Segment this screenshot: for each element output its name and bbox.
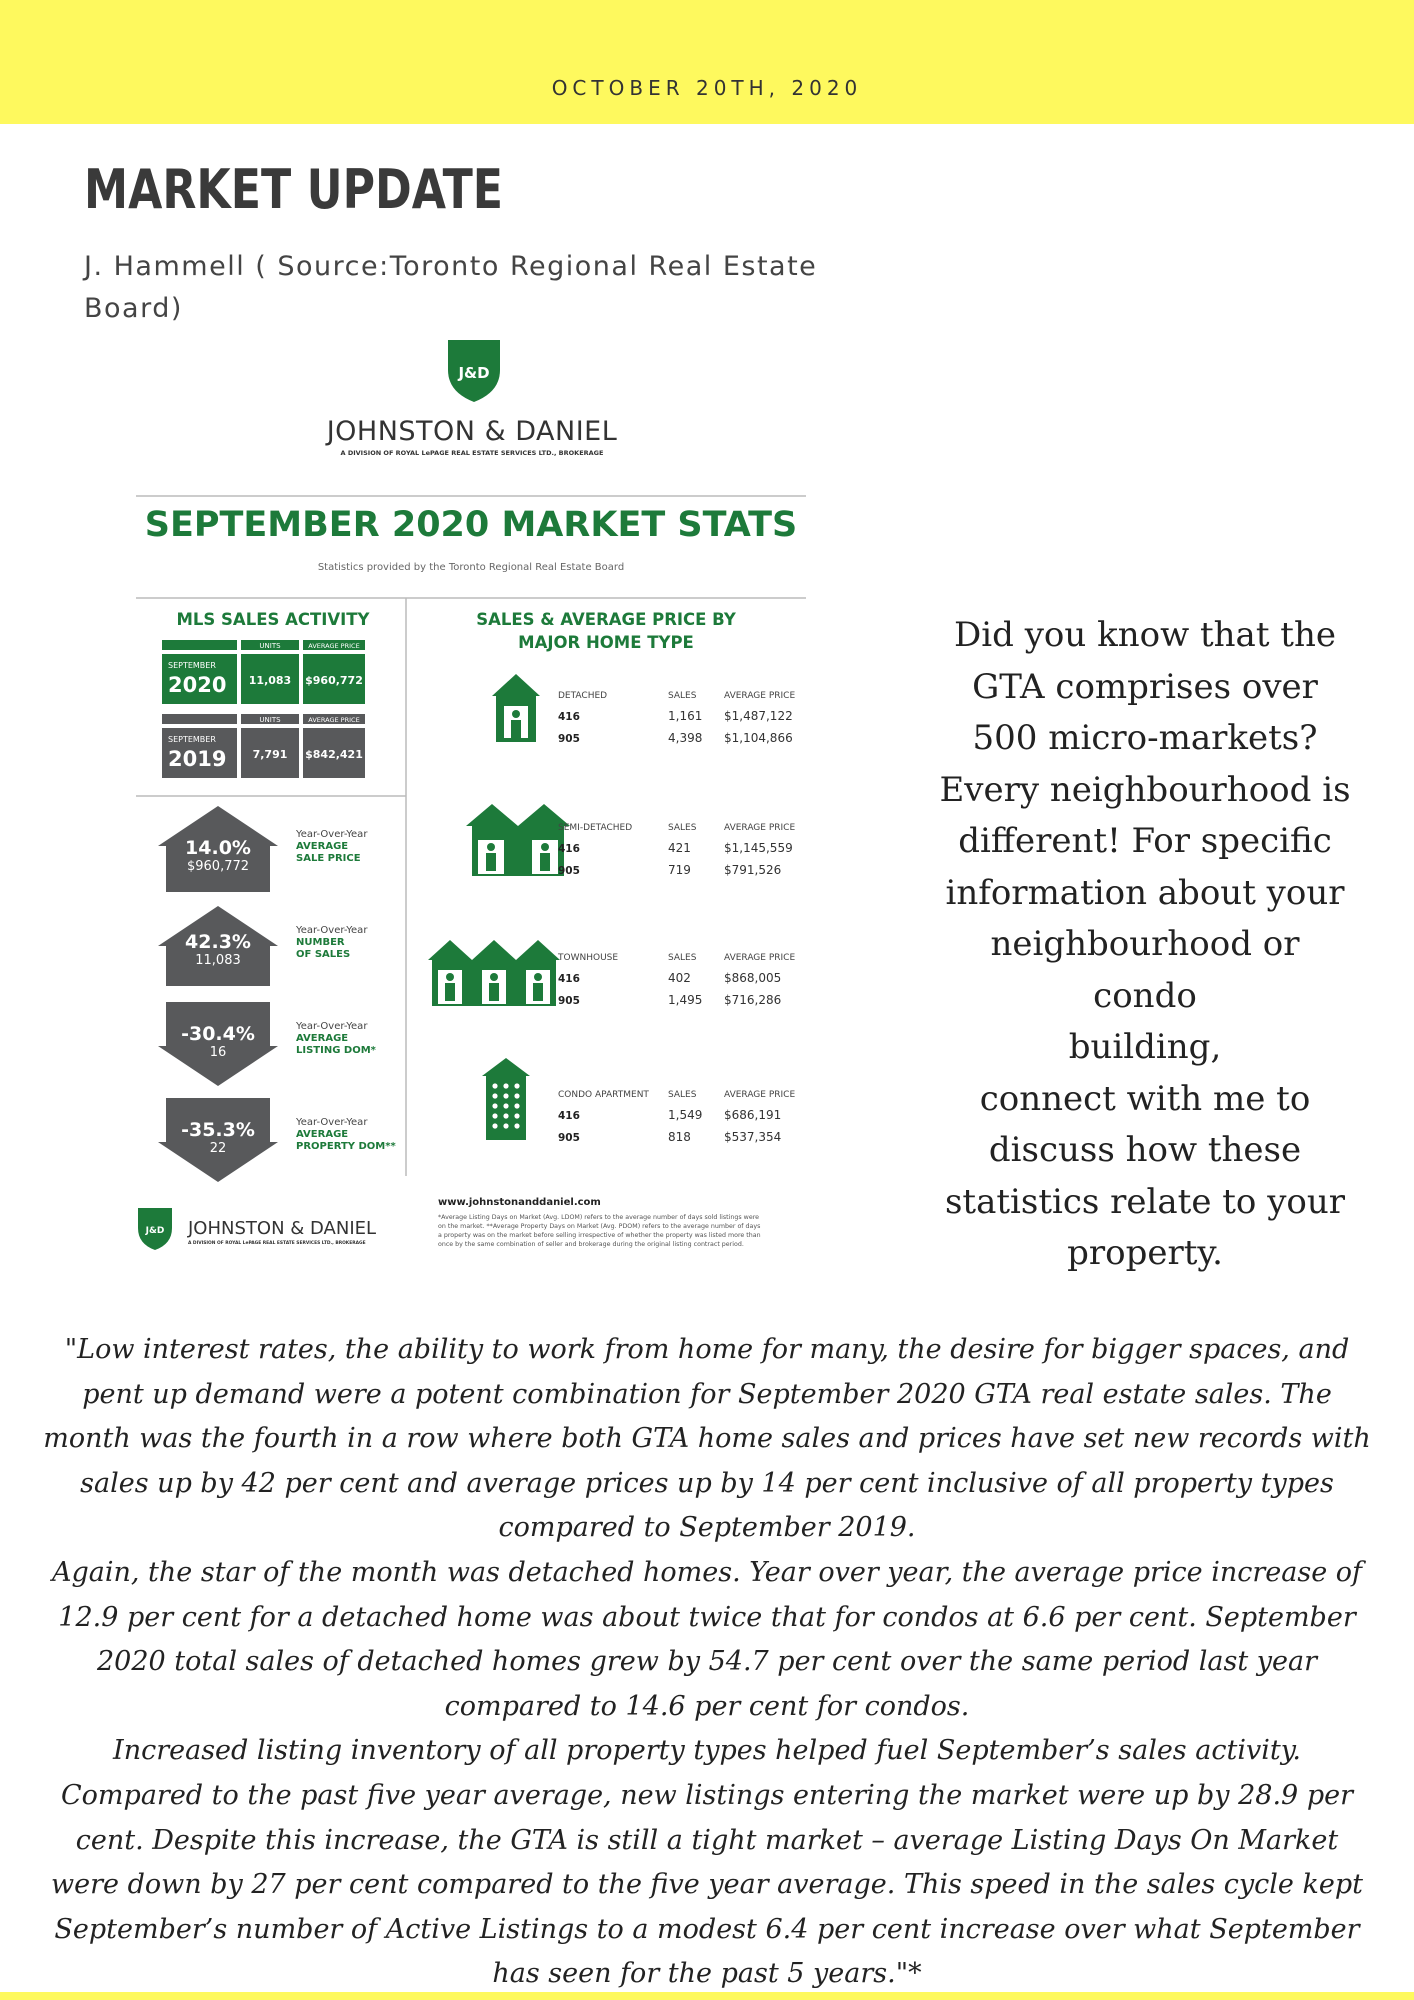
callout-line: different! For specific <box>958 821 1332 861</box>
svg-text:$1,487,122: $1,487,122 <box>724 709 793 723</box>
svg-text:UNITS: UNITS <box>259 642 281 650</box>
commentary-paragraph: Increased listing inventory of all property types helped fuel September’s sales activity. Compared to the past five year average, new listings entering the market were up by 28.9 per cent. Despite this increase, the GTA is still a tight market – average Listing Days On Market were down by 27 per cent compared to the five year average. This speed in the sales cycle kept September’s number of Active Listings to a modest 6.4 per cent increase over what September has seen for the past 5 years."* <box>51 1735 1363 1990</box>
svg-text:42.3%: 42.3% <box>185 931 251 953</box>
svg-text:$1,104,866: $1,104,866 <box>724 731 793 745</box>
svg-text:$791,526: $791,526 <box>724 863 782 877</box>
svg-text:-30.4%: -30.4% <box>181 1023 255 1045</box>
svg-text:SEPTEMBER: SEPTEMBER <box>168 735 216 744</box>
brand-monogram: J&D <box>458 364 490 382</box>
svg-text:22: 22 <box>209 1141 227 1156</box>
market-stats-flyer <box>136 336 816 1271</box>
svg-text:CONDO APARTMENT: CONDO APARTMENT <box>558 1090 649 1100</box>
svg-text:Year-Over-Year: Year-Over-Year <box>296 1117 368 1128</box>
callout-line: discuss how these <box>988 1130 1302 1170</box>
svg-text:416: 416 <box>558 973 580 985</box>
callout-line: building, <box>1068 1027 1222 1067</box>
svg-text:$537,354: $537,354 <box>724 1130 782 1144</box>
website: www.johnstonanddaniel.com <box>438 1197 601 1208</box>
flyer-heading: SEPTEMBER 2020 MARKET STATS <box>144 505 798 545</box>
brand-logo-top <box>325 340 618 457</box>
svg-text:PROPERTY DOM**: PROPERTY DOM** <box>296 1141 396 1152</box>
svg-text:Year-Over-Year: Year-Over-Year <box>296 925 368 936</box>
footnote-line: *Average Listing Days on Market (Avg. LDOM) refers to the average number of days sold listings were <box>438 1214 760 1221</box>
detached-house-icon <box>492 674 540 742</box>
commentary-paragraph: "Low interest rates, the ability to work from home for many, the desire for bigger spaces, and pent up demand were a potent combination for September 2020 GTA real estate sales. The month was the fourth in a row where both GTA home sales and prices have set new records with sales up by 42 per cent and average prices up by 14 per cent inclusive of all property types compared to September 2019. <box>43 1334 1371 1544</box>
types-title-1: SALES & AVERAGE PRICE BY <box>476 610 736 629</box>
callout-line: statistics relate to your <box>944 1181 1346 1222</box>
footnote-line: once by the same combination of seller and brokerage during the original listing contract period. <box>438 1241 744 1248</box>
svg-text:AVERAGE PRICE: AVERAGE PRICE <box>724 691 796 701</box>
svg-text:SALE PRICE: SALE PRICE <box>296 853 361 864</box>
svg-text:AVERAGE: AVERAGE <box>296 841 349 852</box>
svg-text:11,083: 11,083 <box>195 953 241 968</box>
yoy-listing-dom <box>158 1002 377 1086</box>
svg-text:SEPTEMBER: SEPTEMBER <box>168 661 216 670</box>
sidebar-callout <box>935 610 1355 1280</box>
footnote-line: on the market. **Average Property Days on Market (Avg. PDOM) refers to the average number of days <box>438 1223 761 1230</box>
yoy-property-dom <box>158 1098 396 1182</box>
svg-text:Year-Over-Year: Year-Over-Year <box>296 1021 368 1032</box>
year-2020: 2020 <box>168 673 227 697</box>
svg-text:4,398: 4,398 <box>668 731 703 745</box>
commentary-paragraph: Again, the star of the month was detached homes. Year over year, the average price increase of 12.9 per cent for a detached home was about twice that for condos at 6.6 per cent. September 2020 total sales of detached homes grew by 54.7 per cent over the same period last year compared to 14.6 per cent for condos. <box>51 1556 1363 1722</box>
svg-text:AVERAGE PRICE: AVERAGE PRICE <box>724 1090 796 1100</box>
svg-text:NUMBER: NUMBER <box>296 937 345 948</box>
types-title-2: MAJOR HOME TYPE <box>518 633 694 652</box>
svg-text:416: 416 <box>558 843 580 855</box>
svg-text:1,495: 1,495 <box>668 993 703 1007</box>
type-semi-detached <box>558 823 795 877</box>
svg-text:14.0%: 14.0% <box>185 837 251 859</box>
semi-detached-house-icon <box>466 804 570 876</box>
svg-text:Year-Over-Year: Year-Over-Year <box>296 829 368 840</box>
top-banner <box>0 0 1414 124</box>
svg-text:OF SALES: OF SALES <box>296 949 351 960</box>
svg-text:416: 416 <box>558 1110 580 1122</box>
byline: J. Hammell ( Source:Toronto Regional Real Estate Board) <box>84 251 818 324</box>
yoy-sale-price <box>158 806 368 892</box>
mls-title: MLS SALES ACTIVITY <box>176 610 370 629</box>
page-title: MARKET UPDATE <box>84 158 504 221</box>
callout-line: connect with me to <box>979 1078 1311 1119</box>
svg-text:AVERAGE PRICE: AVERAGE PRICE <box>724 953 796 963</box>
year-2019: 2019 <box>168 747 227 771</box>
callout-line: 500 micro-markets? <box>972 718 1318 758</box>
svg-text:J&D: J&D <box>145 1226 165 1236</box>
svg-text:DETACHED: DETACHED <box>558 691 608 701</box>
svg-text:SALES: SALES <box>668 1090 697 1100</box>
svg-text:SALES: SALES <box>668 823 697 833</box>
svg-text:UNITS: UNITS <box>259 716 281 724</box>
svg-text:AVERAGE PRICE: AVERAGE PRICE <box>724 823 796 833</box>
svg-text:LISTING DOM*: LISTING DOM* <box>296 1045 376 1056</box>
type-condo-apartment <box>558 1090 795 1144</box>
svg-text:-35.3%: -35.3% <box>181 1119 255 1141</box>
svg-text:818: 818 <box>668 1130 691 1144</box>
brand-name: JOHNSTON & DANIEL <box>326 416 618 447</box>
svg-text:1,549: 1,549 <box>668 1108 703 1122</box>
svg-text:905: 905 <box>558 865 580 877</box>
svg-text:416: 416 <box>558 711 580 723</box>
svg-text:402: 402 <box>668 971 691 985</box>
callout-line: property. <box>1067 1233 1223 1273</box>
svg-text:SALES: SALES <box>668 691 697 701</box>
units-2019: 7,791 <box>252 748 288 761</box>
svg-text:AVERAGE: AVERAGE <box>296 1033 349 1044</box>
yoy-number-of-sales <box>158 906 368 986</box>
townhouse-icon <box>428 940 560 1006</box>
svg-text:$868,005: $868,005 <box>724 971 782 985</box>
callout-line: GTA comprises over <box>972 666 1318 707</box>
flyer-subheading: Statistics provided by the Toronto Regional Real Estate Board <box>317 562 625 573</box>
svg-text:A DIVISION OF ROYAL LePAGE REA: A DIVISION OF ROYAL LePAGE REAL ESTATE SERVICES LTD., BROKERAGE <box>188 1241 366 1246</box>
svg-text:$686,191: $686,191 <box>724 1108 782 1122</box>
svg-text:$716,286: $716,286 <box>724 993 782 1007</box>
footnote-line: a property was on the market before selling irrespective of whether the property was listed more than <box>438 1232 761 1239</box>
callout-line: information about your <box>945 872 1345 913</box>
units-2020: 11,083 <box>248 674 292 687</box>
svg-text:AVERAGE PRICE: AVERAGE PRICE <box>308 716 360 724</box>
condo-building-icon <box>482 1058 530 1140</box>
brand-tagline: A DIVISION OF ROYAL LePAGE REAL ESTATE SERVICES LTD., BROKERAGE <box>340 449 604 457</box>
svg-text:AVERAGE: AVERAGE <box>296 1129 349 1140</box>
svg-text:16: 16 <box>209 1045 227 1060</box>
type-townhouse <box>557 953 795 1007</box>
svg-text:SALES: SALES <box>668 953 697 963</box>
svg-text:1,161: 1,161 <box>668 709 703 723</box>
callout-line: Did you know that the <box>954 615 1336 655</box>
bottom-banner <box>0 1992 1414 2000</box>
avg-2020: $960,772 <box>305 674 363 687</box>
svg-text:$960,772: $960,772 <box>186 859 250 874</box>
brand-logo-bottom <box>138 1208 376 1250</box>
svg-text:421: 421 <box>668 841 691 855</box>
svg-text:905: 905 <box>558 995 580 1007</box>
svg-text:AVERAGE PRICE: AVERAGE PRICE <box>308 642 360 650</box>
callout-line: neighbourhood or condo <box>990 924 1300 1016</box>
market-commentary <box>40 1328 1374 1997</box>
svg-text:905: 905 <box>558 1132 580 1144</box>
callout-line: Every neighbourhood is <box>939 769 1351 810</box>
svg-text:719: 719 <box>668 863 691 877</box>
svg-text:TOWNHOUSE: TOWNHOUSE <box>558 953 619 963</box>
svg-text:905: 905 <box>558 733 580 745</box>
svg-text:SEMI-DETACHED: SEMI-DETACHED <box>558 823 633 833</box>
type-detached <box>558 691 795 745</box>
svg-text:$1,145,559: $1,145,559 <box>724 841 793 855</box>
publish-date: OCTOBER 20TH, 2020 <box>551 76 863 100</box>
avg-2019: $842,421 <box>305 748 363 761</box>
brand-name-bottom: JOHNSTON & DANIEL <box>188 1218 377 1239</box>
